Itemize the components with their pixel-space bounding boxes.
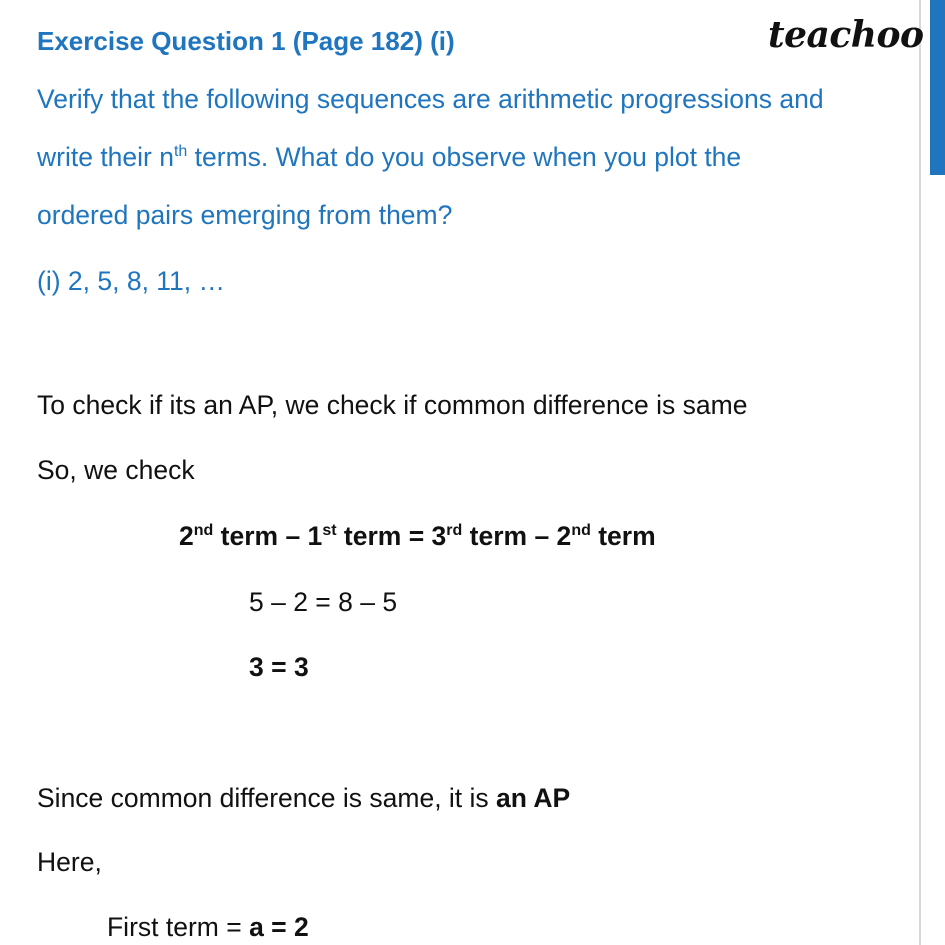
result-line: 3 = 3 — [249, 652, 309, 682]
first-term-line — [107, 912, 309, 943]
question-line-1: Verify that the following sequences are arithmetic progressions and — [37, 84, 824, 114]
question-line-2 — [37, 142, 741, 173]
formula-t4: term – 2 — [462, 521, 572, 551]
formula-t2: term – 1 — [213, 521, 323, 551]
side-accent-bar — [930, 0, 945, 175]
conclusion-text: Since common difference is same, it is — [37, 783, 497, 813]
formula-t2-sup: st — [322, 522, 337, 539]
check-intro: To check if its an AP, we check if common difference is same — [37, 390, 748, 420]
teachoo-logo: teachoo — [768, 14, 924, 56]
formula-t5: term — [590, 521, 656, 551]
first-term-value: a = 2 — [249, 912, 309, 942]
formula-t3: term = 3 — [336, 521, 447, 551]
formula-t1-sup: nd — [193, 522, 214, 539]
question-line-2-pre: write their n — [37, 142, 174, 172]
so-we-check: So, we check — [37, 455, 195, 485]
first-term-label: First term = — [107, 912, 250, 942]
conclusion-bold: an AP — [496, 783, 571, 813]
question-line-3: ordered pairs emerging from them? — [37, 200, 453, 230]
formula-t3-sup: rd — [446, 522, 463, 539]
substitution-line: 5 – 2 = 8 – 5 — [249, 587, 398, 617]
exercise-heading: Exercise Question 1 (Page 182) (i) — [37, 26, 455, 56]
common-difference-formula — [179, 521, 656, 552]
formula-t1: 2 — [179, 521, 194, 551]
question-part: (i) 2, 5, 8, 11, … — [37, 266, 226, 296]
question-line-2-sup: th — [173, 143, 188, 160]
conclusion-line — [37, 783, 570, 814]
here-label: Here, — [37, 847, 102, 877]
question-line-2-post: terms. What do you observe when you plot the — [187, 142, 742, 172]
formula-t4-sup: nd — [571, 522, 591, 539]
